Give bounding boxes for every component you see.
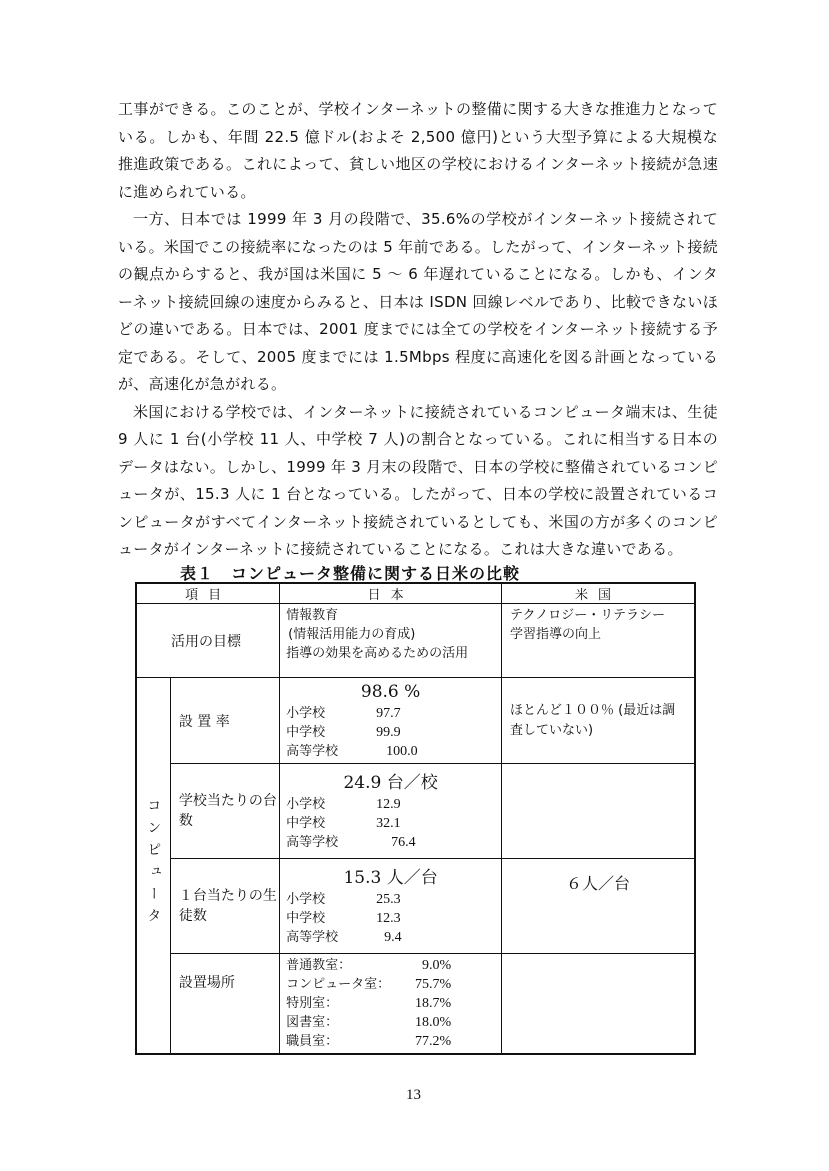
units-per-school-japan	[280, 764, 502, 859]
units-junior: 中学校 32.1	[286, 816, 401, 831]
students-per-unit-usa-text: ６人／台	[566, 874, 631, 893]
students-per-unit-japan	[280, 859, 502, 954]
students-elementary: 小学校 25.3	[286, 892, 401, 907]
goal-row	[136, 604, 695, 678]
units-high: 高等学校 76.4	[286, 835, 416, 850]
install-rate-row	[136, 678, 695, 764]
page-number: 13	[406, 1087, 421, 1103]
units-per-school-usa	[502, 764, 695, 859]
install-rate-label: 設 置 率	[170, 678, 279, 764]
install-rate-junior: 中学校 99.9	[286, 725, 401, 740]
location-special-room: 特別室： 18.7%	[286, 996, 452, 1011]
body-text	[118, 96, 718, 564]
students-per-unit-label: １台当たりの生徒数	[170, 859, 279, 954]
goal-japan-line-1: 情報教育	[286, 608, 339, 623]
goal-japan-line-3: 指導の効果を高めるための活用	[286, 646, 469, 661]
location-label: 設置場所	[170, 954, 279, 1055]
location-classroom: 普通教室： 9.0%	[286, 958, 452, 973]
units-elementary: 小学校 12.9	[286, 797, 401, 812]
location-staff-room: 職員室： 77.2%	[286, 1034, 452, 1049]
install-rate-total: 98.6 %	[360, 682, 421, 702]
category-cell	[136, 678, 170, 1055]
table-header-row	[136, 583, 695, 604]
goal-label: 活用の目標	[136, 604, 280, 678]
paragraph-3: 米国における学校では、インターネットに接続されているコンピュータ端末は、生徒 9 人に 1 台(小学校 11 人、中学校 7 人)の割合となっている。これに相当する日本のデータはない。しかし、1999 年 3 月末の段階で、日本の学校に整備されているコンピュータが、15.3 人に 1 台となっている。したがって、日本の学校に設置されているコンピュータがすべてインターネット接続されているとしても、米国の方が多くのコンピュータがインターネットに接続されていることになる。これは大きな違いである。	[118, 402, 718, 558]
comparison-table	[135, 582, 696, 1055]
header-usa: 米国	[502, 583, 695, 604]
paragraph-1: 工事ができる。このことが、学校インターネットの整備に関する大きな推進力となっている。しかも、年間 22.5 億ドル(およそ 2,500 億円)という大型予算による大規模な推進政策である。これによって、貧しい地区の学校におけるインターネット接続が急速に進められている。	[118, 100, 718, 201]
units-per-school-label: 学校当たりの台数	[170, 764, 279, 859]
location-japan	[280, 954, 502, 1055]
students-high: 高等学校 9.4	[286, 930, 402, 945]
goal-japan	[280, 604, 502, 678]
header-japan: 日本	[280, 583, 502, 604]
goal-usa-line-1: テクノロジー・リテラシー	[510, 608, 665, 623]
location-library: 図書室： 18.0%	[286, 1015, 452, 1030]
units-per-school-row	[136, 764, 695, 859]
location-usa	[502, 954, 695, 1055]
students-junior: 中学校 12.3	[286, 911, 401, 926]
goal-usa	[502, 604, 695, 678]
students-per-unit-row	[136, 859, 695, 954]
install-rate-japan	[280, 678, 502, 764]
goal-japan-line-2: (情報活用能力の育成)	[288, 627, 416, 642]
paragraph-2: 一方、日本では 1999 年 3 月の段階で、35.6%の学校がインターネット接続されている。米国でこの接続率になったのは 5 年前である。したがって、インターネット接続の観点からすると、我が国は米国に 5 〜 6 年遅れていることになる。しかも、インターネット接続回線の速度からみると、日本は ISDN 回線レベルであり、比較できないほどの違いである。日本では、2001 度までには全ての学校をインターネット接続する予定である。そして、2005 度までには 1.5Mbps 程度に高速化を図る計画となっているが、高速化が急がれる。	[118, 210, 718, 393]
location-computer-room: コンピュータ室： 75.7%	[286, 977, 452, 992]
location-row	[136, 954, 695, 1055]
table-title: 表１ コンピュータ整備に関する日米の比較	[180, 564, 521, 583]
install-rate-elementary: 小学校 97.7	[286, 706, 401, 721]
category-label: コンピュータ	[145, 797, 162, 930]
students-per-unit-total: 15.3 人／台	[343, 868, 438, 888]
install-rate-usa-text: ほとんど１００％ (最近は調査していない)	[510, 702, 676, 738]
install-rate-high: 高等学校 100.0	[286, 744, 418, 759]
units-per-school-total: 24.9 台／校	[343, 773, 438, 793]
header-item: 項目	[136, 583, 280, 604]
goal-usa-line-2: 学習指導の向上	[510, 627, 602, 642]
students-per-unit-usa	[502, 859, 695, 954]
install-rate-usa	[502, 678, 695, 764]
